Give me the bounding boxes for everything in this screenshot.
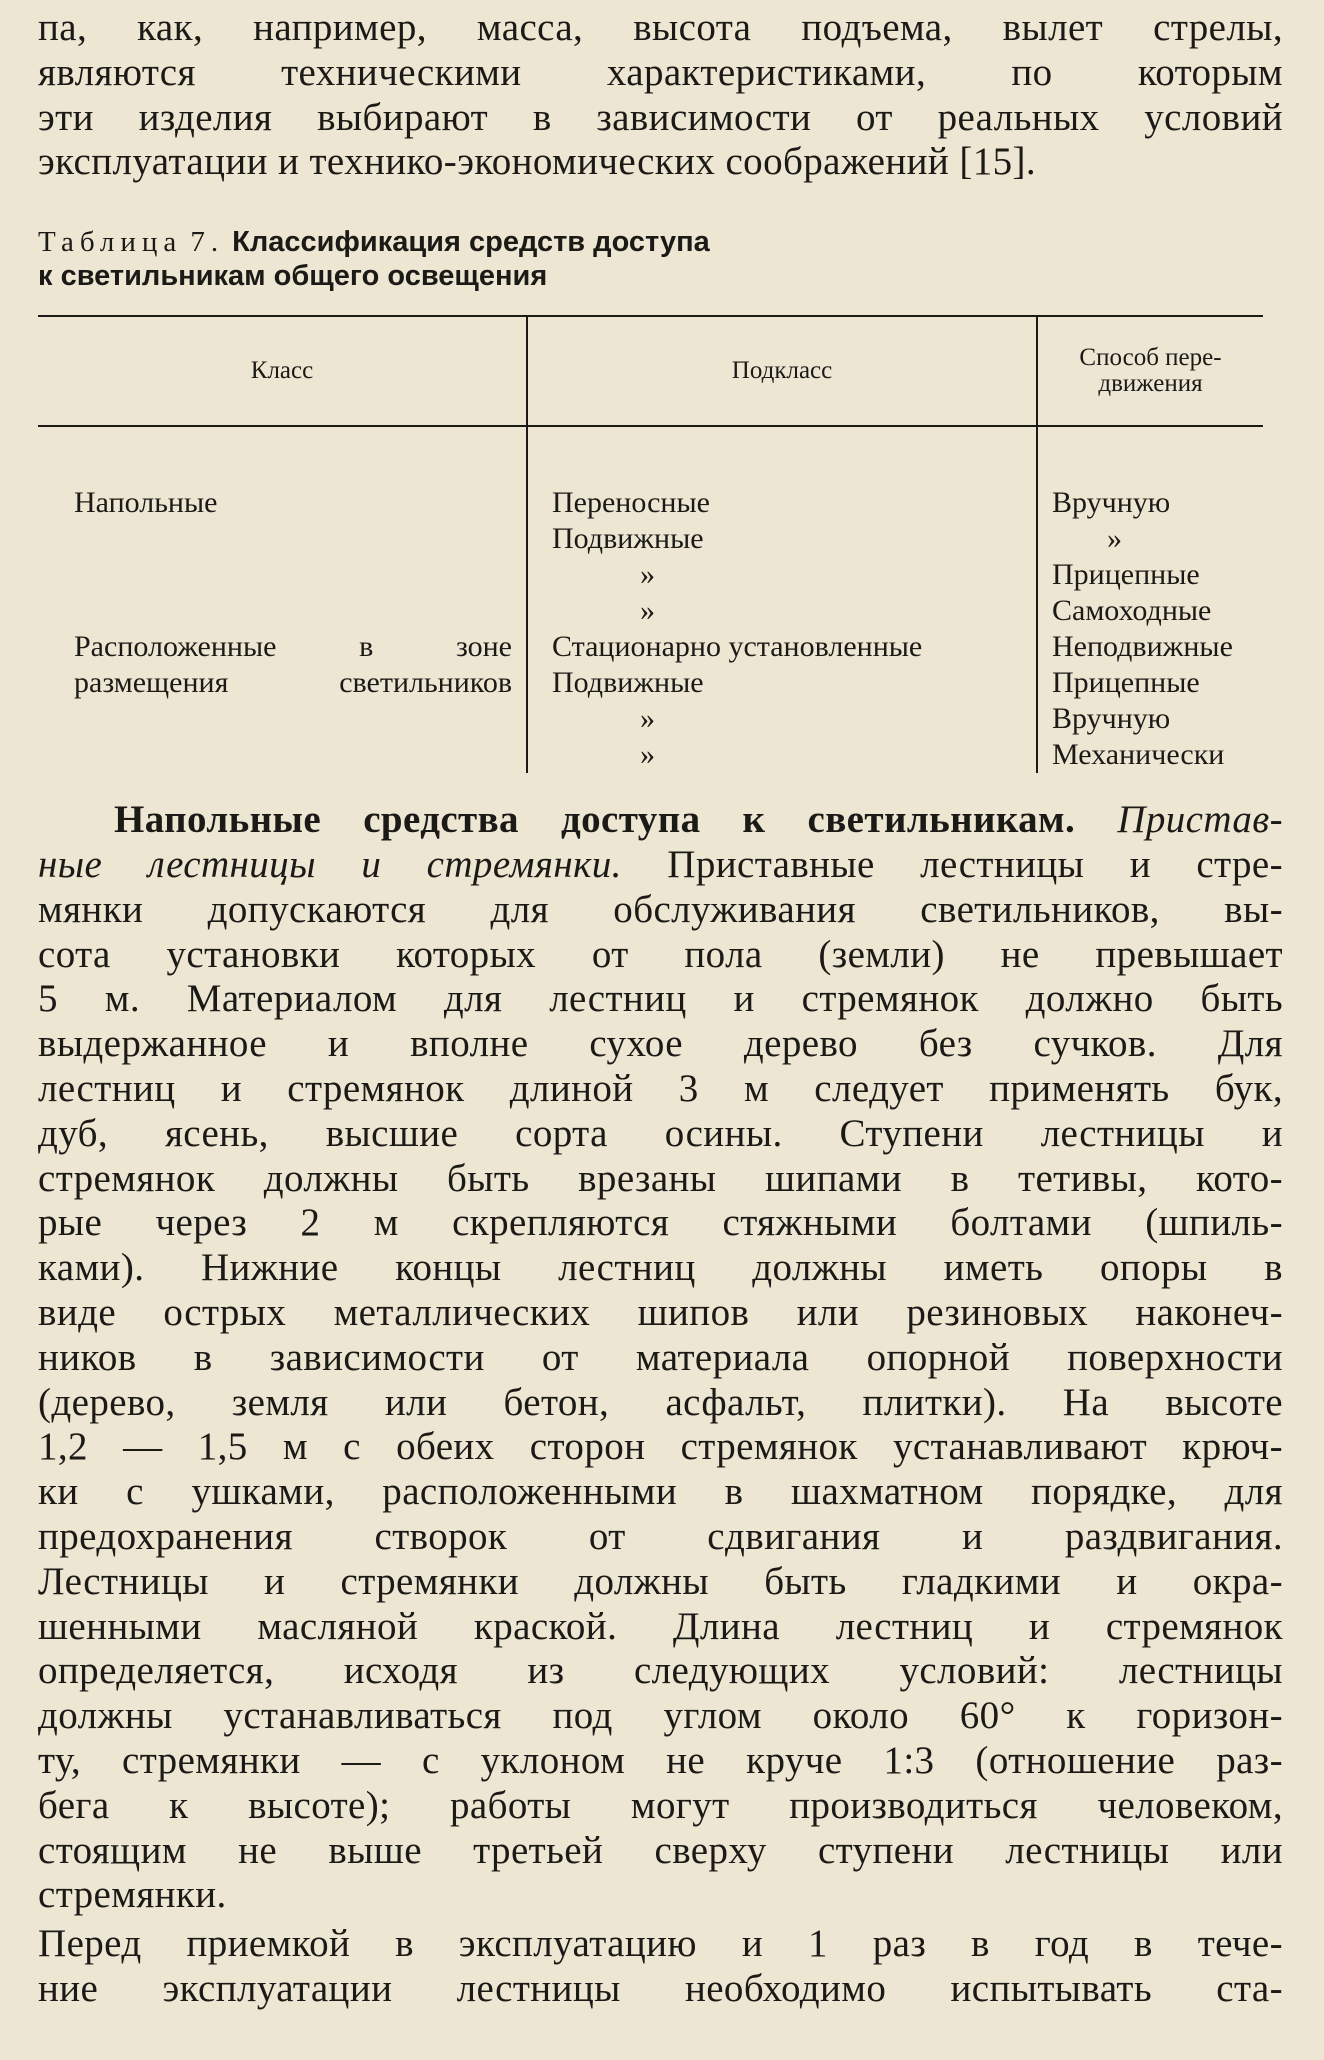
section-line: определяется, исходя из следующих условий: лестницы [38,1649,1283,1693]
header-movement-label-continued: движения [1098,370,1203,398]
subclass-cell: Подвижные [552,522,704,556]
movement-cell: Вручную [1052,486,1171,520]
movement-cell: Механически [1052,738,1225,772]
subclass-cell: » [640,558,655,592]
class-cell [74,449,512,485]
movement-cell: Самоходные [1052,594,1212,628]
section-line: выдержанное и вполне сухое дерево без сучков. Для [38,1022,1283,1066]
section-line: сота установки которых от пола (земли) не превышает [38,932,1283,976]
section-subheading-continued: ные лестницы и стремянки. [38,842,622,886]
section-heading: Напольные средства доступа к светильникам. [114,798,1076,842]
column-movement [1038,427,1263,773]
column-subclass [528,427,1038,773]
closing-line: ние эксплуатации лестницы необходимо испытывать ста- [38,1966,1283,2010]
section-line: предохранения створок от сдвигания и раздвигания. [38,1514,1283,1558]
class-cell: Напольные [74,486,218,520]
closing-paragraph [38,1922,1283,2012]
section-line: стоящим не выше третьей сверху ступени лестницы или [38,1828,1283,1872]
class-cell: размещения светильников [74,666,512,700]
column-class [38,427,528,773]
intro-line: являются техническими характеристиками, по которым [38,50,1283,94]
section-line: стремянок должны быть врезаны шипами в тетивы, кото- [38,1156,1283,1200]
intro-line: эти изделия выбирают в зависимости от реальных условий [38,95,1283,139]
table-body [38,427,1263,772]
class-cell: Расположенные в зоне [74,630,512,664]
section-line: должны устанавливаться под углом около 60° к горизон- [38,1694,1283,1738]
subclass-cell: Стационарно установленные [552,630,923,664]
table-caption-title-continued: к светильникам общего освещения [38,260,548,293]
movement-cell: » [1107,522,1122,556]
movement-cell: Вручную [1052,702,1171,736]
subclass-cell: » [640,738,655,772]
section-paragraph [38,798,1283,1918]
intro-line: па, как, например, масса, высота подъема, вылет стрелы, [38,6,1283,49]
header-subclass [528,317,1038,425]
section-subheading: Пристав- [1117,798,1283,842]
class-cell [74,593,512,629]
movement-cell: Прицепные [1052,666,1200,700]
header-class-label: Класс [250,357,314,385]
intro-line: эксплуатации и технико-экономических соображений [15]. [38,140,1037,184]
section-line: (дерево, земля или бетон, асфальт, плитки). На высоте [38,1380,1283,1424]
section-line: шенными масляной краской. Длина лестниц и стремянок [38,1604,1283,1648]
section-line: ников в зависимости от материала опорной поверхности [38,1335,1283,1379]
class-cell [74,557,512,593]
header-subclass-label: Подкласс [731,357,833,385]
table-caption [38,225,1283,293]
class-cell [74,521,512,557]
section-line: лестниц и стремянок длиной 3 м следует применять бук, [38,1066,1283,1110]
movement-cell: Прицепные [1052,558,1200,592]
header-movement [1038,317,1263,425]
closing-line: Перед приемкой в эксплуатацию и 1 раз в год в тече- [38,1922,1283,1966]
section-line: стремянки. [38,1873,227,1917]
subclass-cell: » [640,594,655,628]
section-line [38,843,1283,888]
movement-cell: Неподвижные [1052,630,1233,664]
section-line: рые через 2 м скрепляются стяжными болтами (шпиль- [38,1201,1283,1245]
table-caption-title: Классификация средств доступа [232,226,710,259]
section-line: ки с ушками, расположенными в шахматном порядке, для [38,1470,1283,1514]
subclass-cell: Переносные [552,486,710,520]
header-movement-label: Способ пере- [1079,344,1222,372]
subclass-cell: Подвижные [552,666,704,700]
section-line: виде острых металлических шипов или резиновых наконеч- [38,1290,1283,1334]
section-line: дуб, ясень, высшие сорта осины. Ступени лестницы и [38,1111,1283,1155]
intro-paragraph [38,6,1283,185]
movement-cell [1052,449,1263,485]
section-first-line [38,798,1283,843]
section-line: бега к высоте); работы могут производиться человеком, [38,1783,1283,1827]
section-line: мянки допускаются для обслуживания светильников, вы- [38,887,1283,931]
book-page [38,6,1283,2012]
section-line: ками). Нижние концы лестниц должны иметь опоры в [38,1246,1283,1290]
section-text: Приставные лестницы и стре- [667,842,1284,886]
subclass-cell [552,449,1036,485]
classification-table [38,315,1263,772]
subclass-cell: » [640,702,655,736]
section-line: 1,2 — 1,5 м с обеих сторон стремянок устанавливают крюч- [38,1425,1283,1469]
header-class [38,317,528,425]
table-header-row [38,317,1263,425]
table-caption-number: 7. [190,226,225,259]
table-caption-label: Таблица [38,226,183,259]
section-line: 5 м. Материалом для лестниц и стремянок должно быть [38,977,1283,1021]
section-line: Лестницы и стремянки должны быть гладкими и окра- [38,1559,1283,1603]
section-line: ту, стремянки — с уклоном не круче 1:3 (отношение раз- [38,1738,1283,1782]
